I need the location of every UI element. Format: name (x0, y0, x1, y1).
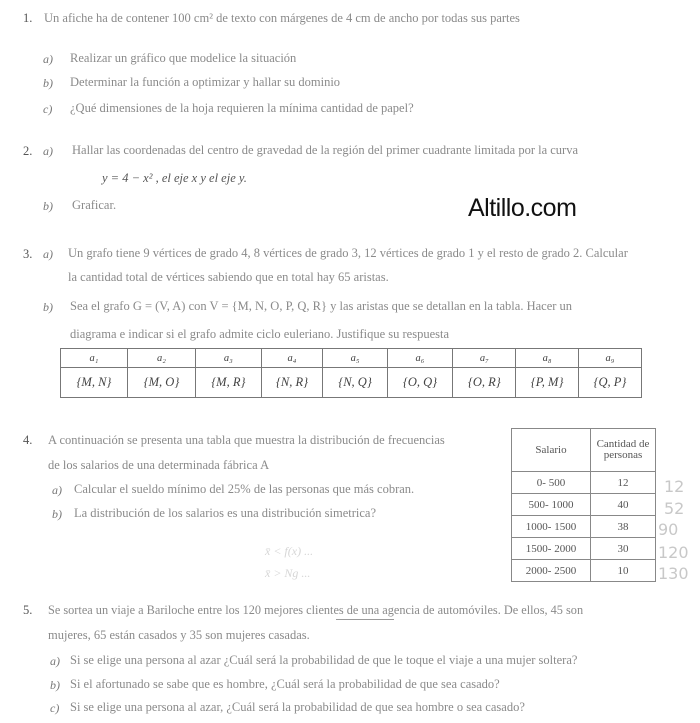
faint-scribble-2: x̄ > Ng ... (265, 566, 311, 580)
problem-2-number: 2. (23, 144, 33, 158)
problem-3a-text: Un grafo tiene 9 vértices de grado 4, 8 vértices de grado 3, 12 vértices de grado 1 y el resto de grado 2. Calcular (68, 246, 628, 260)
problem-4a-label: a) (52, 483, 62, 497)
problem-5a-text: Si se elige una persona al azar ¿Cuál será la probabilidad de que le toque el viaje a una mujer soltera? (70, 653, 578, 667)
edge-table (60, 348, 642, 398)
problem-1c-label: c) (43, 102, 53, 116)
problem-5c-label: c) (50, 701, 60, 715)
edge-header-a8: a₈ (516, 349, 579, 368)
problem-5b-label: b) (50, 678, 60, 692)
edge-header-a7: a₇ (453, 349, 516, 368)
salary-range-3: 1000- 1500 (512, 516, 591, 538)
problem-2b-text: Graficar. (72, 198, 117, 212)
salary-count-2: 40 (591, 494, 656, 516)
faint-scribble-1: x̄ < f(x) ... (265, 544, 314, 558)
problem-1c-text: ¿Qué dimensiones de la hoja requieren la mínima cantidad de papel? (70, 101, 414, 115)
problem-3b-label: b) (43, 300, 53, 314)
salary-header-cantidad: Cantidad de personas (591, 429, 656, 472)
problem-3-number: 3. (23, 247, 33, 261)
problem-3a-text2: la cantidad total de vértices sabiendo que en total hay 65 aristas. (68, 270, 389, 284)
problem-3b-text2: diagrama e indicar si el grafo admite ciclo euleriano. Justifique su respuesta (70, 327, 450, 341)
edge-header-a1: a₁ (61, 349, 128, 368)
edge-value-a3: {M, R} (196, 368, 262, 398)
problem-5-number: 5. (23, 603, 33, 617)
problem-1b-text: Determinar la función a optimizar y hallar su dominio (70, 75, 341, 89)
problem-1-statement: Un afiche ha de contener 100 cm² de texto con márgenes de 4 cm de ancho por todas sus partes (44, 11, 520, 25)
edge-value-a4: {N, R} (261, 368, 323, 398)
salary-table (511, 428, 656, 582)
salary-count-3: 38 (591, 516, 656, 538)
problem-2a-text: Hallar las coordenadas del centro de gravedad de la región del primer cuadrante limitada por la curva (72, 143, 579, 157)
salary-header-salario: Salario (512, 429, 591, 472)
handwritten-cumulative-4: 120 (658, 543, 689, 562)
problem-3a-label: a) (43, 247, 53, 261)
edge-value-a6: {O, Q} (387, 368, 453, 398)
problem-1b-label: b) (43, 76, 53, 90)
problem-4a-text: Calcular el sueldo mínimo del 25% de las personas que más cobran. (74, 482, 415, 496)
problem-5a-label: a) (50, 654, 60, 668)
edge-value-a1: {M, N} (61, 368, 128, 398)
problem-5-statement: Se sortea un viaje a Bariloche entre los 120 mejores clientes de una agencia de automóviles. De ellos, 45 son (48, 603, 584, 617)
edge-value-a2: {M, O} (127, 368, 195, 398)
edge-header-a2: a₂ (127, 349, 195, 368)
salary-count-1: 12 (591, 472, 656, 494)
problem-1-number: 1. (23, 11, 33, 25)
salary-count-4: 30 (591, 538, 656, 560)
problem-1a-label: a) (43, 52, 53, 66)
problem-4b-text: La distribución de los salarios es una distribución simetrica? (74, 506, 377, 520)
problem-5-statement2: mujeres, 65 están casados y 35 son mujeres casadas. (48, 628, 310, 642)
problem-4-statement: A continuación se presenta una tabla que muestra la distribución de frecuencias (48, 433, 445, 447)
problem-3b-text: Sea el grafo G = (V, A) con V = {M, N, O, P, Q, R} y las aristas que se detallan en la tabla. Hacer un (70, 299, 573, 313)
edge-header-a4: a₄ (261, 349, 323, 368)
edge-value-a5: {N, Q} (323, 368, 387, 398)
clientes-underline (336, 619, 394, 620)
handwritten-cumulative-3: 90 (658, 520, 679, 539)
edge-value-a9: {Q, P} (578, 368, 641, 398)
edge-header-a5: a₅ (323, 349, 387, 368)
problem-1a-text: Realizar un gráfico que modelice la situación (70, 51, 297, 65)
problem-4-number: 4. (23, 433, 33, 447)
handwritten-cumulative-1: 12 (664, 477, 685, 496)
salary-range-5: 2000- 2500 (512, 560, 591, 582)
problem-5b-text: Si el afortunado se sabe que es hombre, ¿Cuál será la probabilidad de que sea casado? (70, 677, 500, 691)
edge-header-a9: a₉ (578, 349, 641, 368)
problem-5c-text: Si se elige una persona al azar, ¿Cuál será la probabilidad de que sea hombre o sea casado? (70, 700, 525, 714)
salary-range-2: 500- 1000 (512, 494, 591, 516)
edge-value-a7: {O, R} (453, 368, 516, 398)
handwritten-cumulative-5: 130 (658, 564, 689, 583)
edge-value-a8: {P, M} (516, 368, 579, 398)
problem-2b-label: b) (43, 199, 53, 213)
salary-count-5: 10 (591, 560, 656, 582)
salary-range-4: 1500- 2000 (512, 538, 591, 560)
watermark: Altillo.com (468, 194, 577, 222)
problem-4-statement2: de los salarios de una determinada fábrica A (48, 458, 270, 472)
problem-2a-equation: y = 4 − x² , el eje x y el eje y. (102, 171, 247, 185)
edge-header-a6: a₆ (387, 349, 453, 368)
problem-2a-label: a) (43, 144, 53, 158)
edge-header-a3: a₃ (196, 349, 262, 368)
salary-range-1: 0- 500 (512, 472, 591, 494)
problem-4b-label: b) (52, 507, 62, 521)
handwritten-cumulative-2: 52 (664, 499, 685, 518)
